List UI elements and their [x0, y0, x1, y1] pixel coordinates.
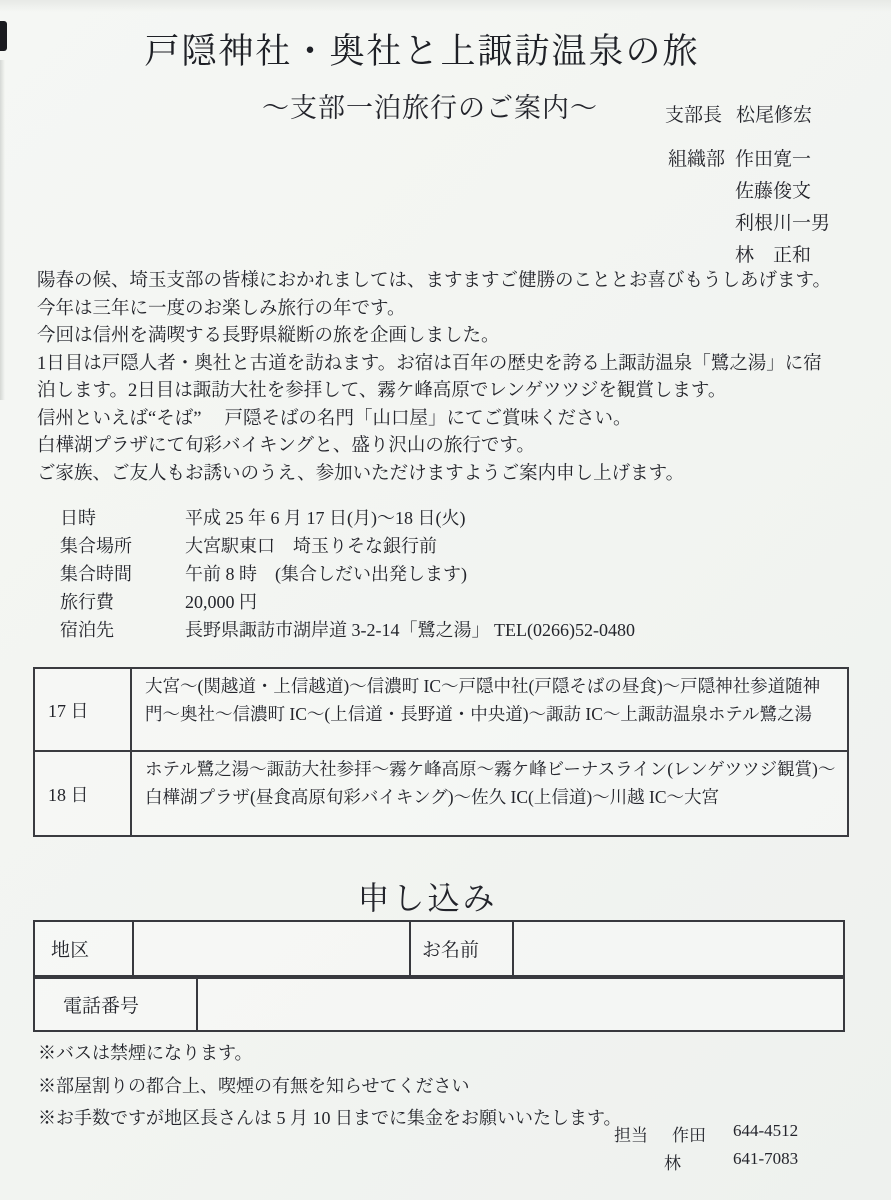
trip-details-list: [60, 504, 850, 644]
detail-value: 長野県諏訪市湖岸道 3-2-14「鷺之湯」 TEL(0266)52-0480: [185, 620, 635, 640]
body-line: 陽春の候、埼玉支部の皆様におかれましては、ますますご健勝のこととお喜びもうしあげます。: [37, 271, 832, 291]
branch-leader-name: 松尾修宏: [736, 105, 813, 126]
scan-artifact-top-band: [0, 0, 891, 12]
detail-row-cost: [60, 588, 850, 616]
detail-row-lodging: [60, 616, 850, 644]
phone-blank-cell: [198, 979, 843, 1030]
contact-name: 林: [664, 1154, 681, 1173]
application-heading: 申し込み: [357, 880, 498, 916]
application-form-row-2: [33, 977, 845, 1032]
name-blank-cell: [514, 922, 843, 975]
body-line: 1日目は戸隠人者・奥社と古道を訪ねます。お宿は百年の歴史を誇る上諏訪温泉「鷺之湯」に宿: [37, 353, 822, 374]
organization-member: 作田寛一: [735, 149, 812, 170]
contact-name: 作田: [672, 1126, 706, 1145]
footnotes: [38, 1037, 622, 1135]
footnote: ※バスは禁煙になります。: [38, 1043, 253, 1063]
itinerary-day-cell: 17 日: [35, 669, 132, 750]
district-label-cell: 地区: [35, 922, 134, 975]
organization-dept-block: [668, 144, 830, 272]
itinerary-day-cell: 18 日: [35, 752, 132, 835]
body-line: ご家族、ご友人もお誘いのうえ、参加いただけますようご案内申し上げます。: [37, 463, 685, 484]
organization-member: 林 正和: [735, 245, 812, 266]
detail-value: 大宮駅東口 埼玉りそな銀行前: [185, 536, 437, 556]
branch-leader-line: [665, 100, 812, 127]
itinerary-route-cell: 大宮～(関越道・上信越道)～信濃町 IC～戸隠中社(戸隠そばの昼食)～戸隠神社参道随神門～奥社～信濃町 IC～(上信道・長野道・中央道)～諏訪 IC～上諏訪温泉ホテル鷺之湯: [145, 676, 821, 724]
document-title: 戸隠神社・奥社と上諏訪温泉の旅: [144, 32, 700, 71]
detail-label: 集合時間: [60, 564, 132, 584]
contact-phone: 641-7083: [733, 1149, 799, 1168]
name-label-cell: お名前: [411, 922, 514, 975]
detail-value: 20,000 円: [185, 592, 257, 612]
itinerary-row-day2: [35, 752, 847, 835]
body-line: 今回は信州を満喫する長野県縦断の旅を企画しました。: [37, 326, 500, 346]
application-form-row-1: [33, 920, 845, 977]
footnote: ※部屋割りの都合上、喫煙の有無を知らせてください: [38, 1075, 470, 1096]
detail-value: 午前 8 時 (集合しだい出発します): [185, 564, 467, 584]
detail-row-meeting-time: [60, 560, 850, 588]
phone-label-cell: 電話番号: [35, 979, 198, 1030]
itinerary-table: [33, 667, 849, 837]
contact-label: 担当: [614, 1126, 648, 1145]
district-blank-cell: [134, 922, 411, 975]
detail-row-meeting-place: [60, 532, 850, 560]
organization-member: 利根川一男: [735, 213, 831, 234]
branch-leader-label: 支部長: [665, 105, 723, 126]
detail-value: 平成 25 年 6 月 17 日(月)～18 日(火): [185, 508, 466, 528]
contact-phone: 644-4512: [733, 1121, 799, 1140]
itinerary-row-day1: [35, 669, 847, 752]
document-subtitle: ～支部一泊旅行のご案内～: [262, 93, 598, 123]
organization-dept-label: 組織部: [668, 149, 726, 170]
footnote: ※お手数ですが地区長さんは 5 月 10 日までに集金をお願いいたします。: [38, 1108, 622, 1128]
organization-member-list: [735, 144, 830, 272]
body-line: 信州といえば“そば” 戸隠そばの名門「山口屋」にてご賞味ください。: [37, 408, 632, 429]
body-line: 泊します。2日目は諏訪大社を参拝して、霧ケ峰高原でレンゲツツジを観賞します。: [37, 381, 727, 401]
body-line: 今年は三年に一度のお楽しみ旅行の年です。: [37, 298, 406, 319]
body-line: 白樺湖プラザにて旬彩バイキングと、盛り沢山の旅行です。: [37, 436, 535, 456]
detail-label: 集合場所: [60, 536, 132, 556]
detail-label: 旅行費: [60, 592, 114, 612]
detail-label: 日時: [60, 508, 96, 528]
organization-member: 佐藤俊文: [735, 181, 812, 202]
detail-label: 宿泊先: [60, 620, 114, 640]
greeting-paragraph: [37, 268, 862, 488]
itinerary-route-cell: ホテル鷺之湯～諏訪大社参拝～霧ケ峰高原～霧ケ峰ビーナスライン(レンゲツツジ観賞)～白樺湖プラザ(昼食高原旬彩バイキング)～佐久 IC(上信道)～川越 IC～大宮: [145, 759, 836, 807]
detail-row-datetime: [60, 504, 850, 532]
